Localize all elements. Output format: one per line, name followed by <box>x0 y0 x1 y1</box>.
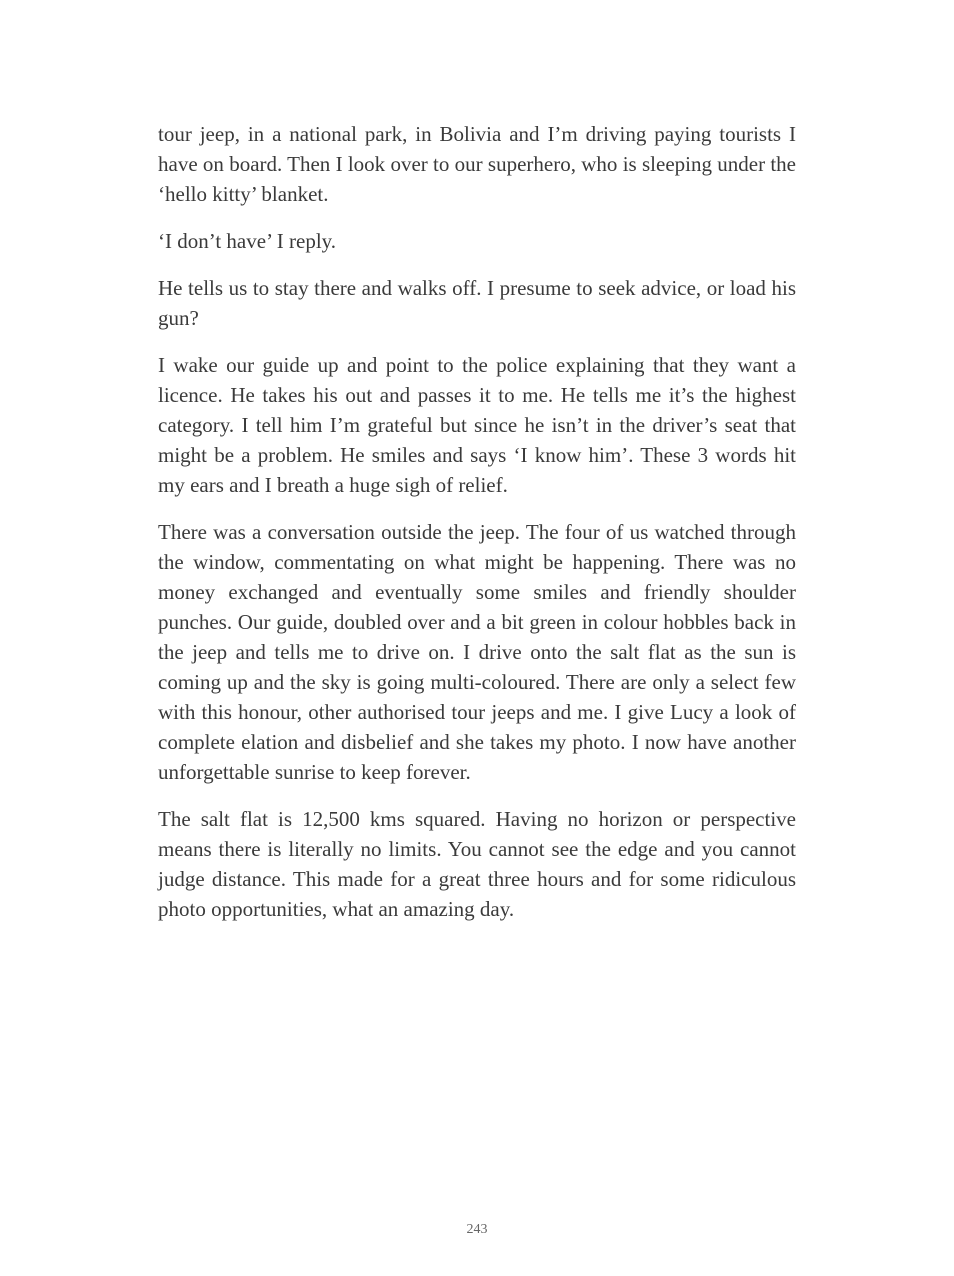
page-number: 243 <box>466 1222 488 1237</box>
paragraph: There was a conversation outside the jeep. The four of us watched through the window, commentating on what might be happening. There was no money exchanged and eventually some smiles and friendly shoulder punches. Our guide, doubled over and a bit green in colour hobbles back in the jeep and tells me to drive on. I drive onto the salt flat as the sun is coming up and the sky is going multi-coloured. There are only a select few with this honour, other authorised tour jeeps and me. I give Lucy a look of complete elation and disbelief and she takes my photo. I now have another unforgettable sunrise to keep forever. <box>158 520 796 784</box>
paragraph: He tells us to stay there and walks off. I presume to seek advice, or load his gun? <box>158 276 796 330</box>
paragraph: tour jeep, in a national park, in Bolivia and I’m driving paying tourists I have on board. Then I look over to our superhero, who is sleeping under the ‘hello kitty’ blanket. <box>158 122 796 206</box>
paragraph: ‘I don’t have’ I reply. <box>158 229 337 253</box>
body-text <box>158 119 796 941</box>
paragraph: I wake our guide up and point to the police explaining that they want a licence. He takes his out and passes it to me. He tells me it’s the highest category. I tell him I’m grateful but since he isn’t in the driver’s seat that might be a problem. He smiles and says ‘I know him’. These 3 words hit my ears and I breath a huge sigh of relief. <box>158 353 796 497</box>
paragraph: The salt flat is 12,500 kms squared. Having no horizon or perspective means there is literally no limits. You cannot see the edge and you cannot judge distance. This made for a great three hours and for some ridiculous photo opportunities, what an amazing day. <box>158 807 796 921</box>
